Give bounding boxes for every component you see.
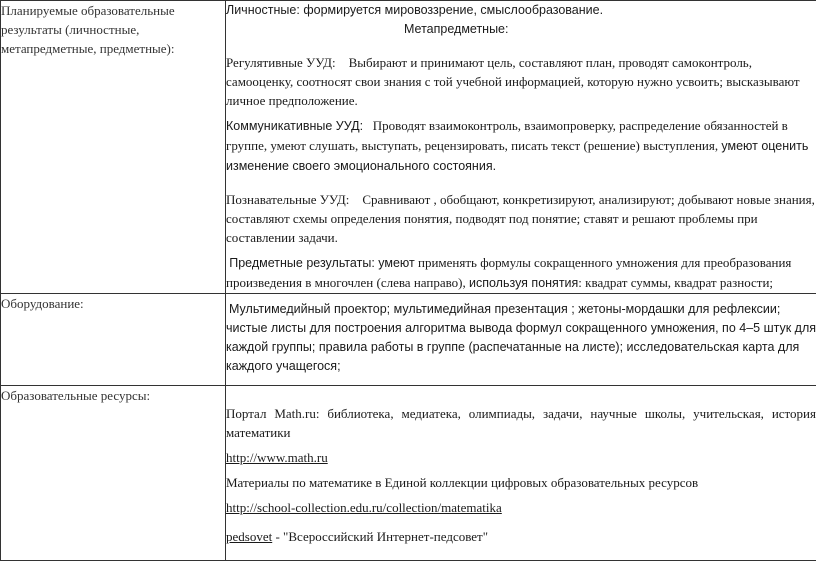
resources-cell bbox=[226, 386, 816, 561]
meta-label: Метапредметные: bbox=[404, 20, 509, 39]
cognitive-results bbox=[226, 190, 816, 247]
subject-lead: Предметные результаты: умеют bbox=[229, 256, 415, 270]
results-cell bbox=[226, 1, 816, 294]
pedsovet-text: - "Всероссийский Интернет-педсовет" bbox=[272, 529, 488, 544]
personal-results bbox=[226, 1, 816, 39]
cognitive-text: Сравнивают , обобщают, конкретизируют, анализируют; добывают новые знания, составляют схемы определения понятия, подводят под понятие; ставят и решают проблемы при составлении задачи. bbox=[226, 192, 815, 245]
equipment-cell bbox=[226, 294, 816, 386]
subject-results bbox=[226, 253, 816, 293]
subject-text: применять формулы сокращенного умножения для преобразования произведения в многочлен (слева направо), bbox=[226, 255, 791, 290]
communicative-results bbox=[226, 116, 816, 176]
cognitive-lead: Познавательные УУД: bbox=[226, 192, 349, 207]
subject-mid: используя понятия bbox=[469, 276, 578, 290]
table-row bbox=[1, 294, 816, 386]
pedsovet-line bbox=[226, 527, 816, 546]
regulative-results bbox=[226, 53, 816, 110]
subject-tail: : квадрат суммы, квадрат разности; bbox=[578, 275, 773, 290]
communicative-tail: умеют оценить изменение своего эмоционального состояния. bbox=[226, 139, 808, 173]
personal-lead: Личностные: bbox=[226, 3, 303, 17]
portal-text: Портал Math.ru: библиотека, медиатека, олимпиады, задачи, научные школы, учительская, история математики bbox=[226, 404, 816, 442]
table-row bbox=[1, 386, 816, 561]
regulative-text: Выбирают и принимают цель, составляют план, проводят самоконтроль, самооценку, соотносят свои знания с той учебной информацией, которую нужно усвоить; высказывают личное предположение. bbox=[226, 55, 800, 108]
collection-text: Материалы по математике в Единой коллекции цифровых образовательных ресурсов bbox=[226, 473, 816, 492]
communicative-text: Проводят взаимоконтроль, взаимопроверку, распределение обязанностей в группе, умеют слушать, выступать, рецензировать, писать текст (решение) выступления, bbox=[226, 118, 788, 153]
personal-text: формируется мировоззрение, смыслообразование. bbox=[303, 3, 603, 17]
collection-url-link[interactable]: http://school-collection.edu.ru/collection/matematika bbox=[226, 500, 502, 515]
row-label-equipment: Оборудование: bbox=[1, 294, 226, 386]
math-url-link[interactable]: http://www.math.ru bbox=[226, 450, 328, 465]
row-label-resources: Образовательные ресурсы: bbox=[1, 386, 226, 561]
communicative-lead: Коммуникативные УУД: bbox=[226, 119, 363, 133]
table-row bbox=[1, 1, 816, 294]
equipment-text: Мультимедийный проектор; мультимедийная презентация ; жетоны-мордашки для рефлексии; чистые листы для построения алгоритма вывода формул сокращенного умножения, по 4–5 штук для каждой группы; правила работы в группе (распечатанные на листе); исследовательская карта для каждого учащегося; bbox=[226, 300, 816, 376]
pedsovet-link[interactable]: pedsovet bbox=[226, 529, 272, 544]
row-label-results: Планируемые образовательные результаты (личностные, метапредметные, предметные): bbox=[1, 1, 226, 294]
regulative-lead: Регулятивные УУД: bbox=[226, 55, 336, 70]
